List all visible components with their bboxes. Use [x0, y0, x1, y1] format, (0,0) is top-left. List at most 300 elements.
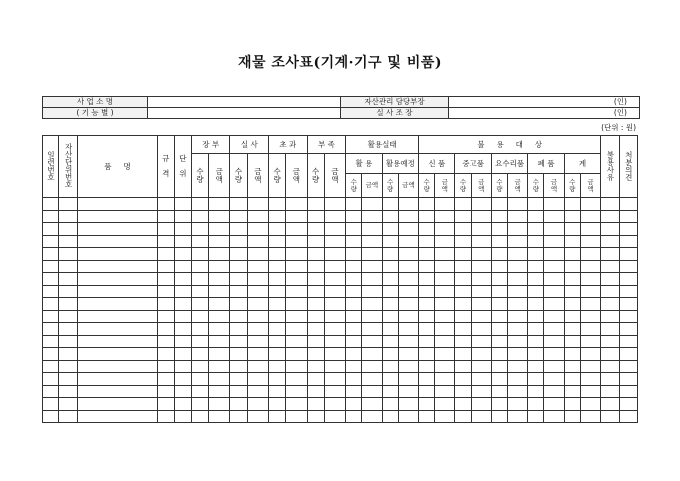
table-cell[interactable] [398, 398, 418, 411]
table-cell[interactable] [209, 223, 230, 236]
table-cell[interactable] [78, 198, 157, 211]
table-cell[interactable] [564, 235, 580, 248]
table-cell[interactable] [580, 210, 600, 223]
table-cell[interactable] [491, 410, 507, 423]
table-cell[interactable] [59, 360, 78, 373]
table-cell[interactable] [601, 285, 619, 298]
table-cell[interactable] [78, 348, 157, 361]
table-cell[interactable] [346, 210, 362, 223]
table-cell[interactable] [43, 373, 59, 386]
table-cell[interactable] [78, 360, 157, 373]
table-cell[interactable] [157, 298, 174, 311]
table-cell[interactable] [382, 348, 398, 361]
table-cell[interactable] [435, 223, 455, 236]
table-cell[interactable] [544, 273, 564, 286]
table-cell[interactable] [324, 210, 345, 223]
table-cell[interactable] [286, 360, 307, 373]
table-cell[interactable] [230, 260, 247, 273]
table-cell[interactable] [230, 335, 247, 348]
table-cell[interactable] [362, 248, 382, 261]
table-cell[interactable] [346, 235, 362, 248]
table-cell[interactable] [286, 273, 307, 286]
table-cell[interactable] [324, 248, 345, 261]
table-cell[interactable] [528, 310, 544, 323]
table-cell[interactable] [59, 323, 78, 336]
table-cell[interactable] [78, 285, 157, 298]
table-cell[interactable] [43, 360, 59, 373]
table-cell[interactable] [191, 335, 208, 348]
table-cell[interactable] [362, 235, 382, 248]
table-cell[interactable] [346, 310, 362, 323]
table-cell[interactable] [455, 323, 471, 336]
table-cell[interactable] [174, 285, 191, 298]
table-cell[interactable] [601, 273, 619, 286]
table-cell[interactable] [324, 323, 345, 336]
table-cell[interactable] [43, 335, 59, 348]
table-cell[interactable] [544, 323, 564, 336]
table-cell[interactable] [209, 348, 230, 361]
table-cell[interactable] [230, 310, 247, 323]
table-cell[interactable] [619, 210, 637, 223]
table-cell[interactable] [157, 248, 174, 261]
table-cell[interactable] [157, 348, 174, 361]
table-cell[interactable] [78, 410, 157, 423]
table-cell[interactable] [174, 273, 191, 286]
table-cell[interactable] [507, 223, 527, 236]
table-cell[interactable] [382, 248, 398, 261]
inspector-seal[interactable]: (인) [449, 108, 640, 119]
table-cell[interactable] [59, 385, 78, 398]
table-cell[interactable] [43, 285, 59, 298]
table-cell[interactable] [209, 385, 230, 398]
table-cell[interactable] [324, 398, 345, 411]
table-cell[interactable] [230, 273, 247, 286]
table-cell[interactable] [435, 210, 455, 223]
table-cell[interactable] [307, 323, 324, 336]
table-cell[interactable] [601, 410, 619, 423]
table-cell[interactable] [382, 335, 398, 348]
table-cell[interactable] [43, 198, 59, 211]
table-cell[interactable] [491, 298, 507, 311]
table-cell[interactable] [601, 248, 619, 261]
table-cell[interactable] [324, 198, 345, 211]
table-cell[interactable] [507, 373, 527, 386]
table-cell[interactable] [247, 385, 268, 398]
table-cell[interactable] [382, 210, 398, 223]
table-cell[interactable] [398, 223, 418, 236]
table-cell[interactable] [78, 373, 157, 386]
table-cell[interactable] [247, 348, 268, 361]
table-cell[interactable] [491, 348, 507, 361]
table-cell[interactable] [455, 235, 471, 248]
table-cell[interactable] [209, 210, 230, 223]
table-cell[interactable] [507, 348, 527, 361]
table-cell[interactable] [307, 260, 324, 273]
table-cell[interactable] [564, 335, 580, 348]
table-cell[interactable] [346, 298, 362, 311]
table-cell[interactable] [324, 298, 345, 311]
table-cell[interactable] [174, 260, 191, 273]
table-cell[interactable] [471, 248, 491, 261]
table-cell[interactable] [435, 385, 455, 398]
table-cell[interactable] [269, 198, 286, 211]
table-cell[interactable] [230, 360, 247, 373]
table-cell[interactable] [59, 235, 78, 248]
table-cell[interactable] [580, 360, 600, 373]
table-cell[interactable] [157, 235, 174, 248]
table-cell[interactable] [435, 198, 455, 211]
table-cell[interactable] [191, 410, 208, 423]
table-cell[interactable] [471, 323, 491, 336]
table-cell[interactable] [398, 298, 418, 311]
table-cell[interactable] [528, 360, 544, 373]
table-cell[interactable] [78, 323, 157, 336]
table-cell[interactable] [362, 285, 382, 298]
table-cell[interactable] [174, 298, 191, 311]
table-cell[interactable] [191, 373, 208, 386]
table-cell[interactable] [507, 235, 527, 248]
table-cell[interactable] [346, 248, 362, 261]
table-cell[interactable] [78, 260, 157, 273]
table-cell[interactable] [362, 310, 382, 323]
table-cell[interactable] [59, 410, 78, 423]
table-cell[interactable] [382, 260, 398, 273]
table-cell[interactable] [435, 260, 455, 273]
table-cell[interactable] [471, 273, 491, 286]
table-cell[interactable] [269, 260, 286, 273]
table-cell[interactable] [528, 410, 544, 423]
table-cell[interactable] [362, 348, 382, 361]
table-cell[interactable] [157, 323, 174, 336]
table-cell[interactable] [191, 260, 208, 273]
table-cell[interactable] [471, 360, 491, 373]
table-cell[interactable] [419, 385, 435, 398]
table-cell[interactable] [528, 198, 544, 211]
table-cell[interactable] [455, 223, 471, 236]
manager-seal[interactable]: (인) [449, 97, 640, 108]
table-cell[interactable] [174, 198, 191, 211]
table-cell[interactable] [382, 223, 398, 236]
table-cell[interactable] [419, 410, 435, 423]
table-cell[interactable] [59, 198, 78, 211]
table-cell[interactable] [78, 298, 157, 311]
table-cell[interactable] [455, 385, 471, 398]
table-cell[interactable] [247, 310, 268, 323]
table-cell[interactable] [209, 310, 230, 323]
table-cell[interactable] [286, 285, 307, 298]
table-cell[interactable] [269, 223, 286, 236]
table-cell[interactable] [491, 235, 507, 248]
table-cell[interactable] [157, 260, 174, 273]
table-cell[interactable] [528, 273, 544, 286]
table-cell[interactable] [619, 235, 637, 248]
table-cell[interactable] [619, 298, 637, 311]
table-cell[interactable] [346, 385, 362, 398]
table-cell[interactable] [528, 323, 544, 336]
table-cell[interactable] [544, 285, 564, 298]
table-cell[interactable] [382, 298, 398, 311]
table-cell[interactable] [564, 260, 580, 273]
table-cell[interactable] [507, 410, 527, 423]
table-cell[interactable] [157, 210, 174, 223]
table-cell[interactable] [43, 210, 59, 223]
table-cell[interactable] [471, 210, 491, 223]
table-cell[interactable] [59, 335, 78, 348]
table-cell[interactable] [307, 373, 324, 386]
table-cell[interactable] [528, 398, 544, 411]
table-cell[interactable] [230, 410, 247, 423]
table-cell[interactable] [307, 385, 324, 398]
table-cell[interactable] [362, 210, 382, 223]
table-cell[interactable] [157, 273, 174, 286]
table-cell[interactable] [564, 398, 580, 411]
table-cell[interactable] [419, 198, 435, 211]
table-cell[interactable] [564, 410, 580, 423]
table-cell[interactable] [507, 285, 527, 298]
table-cell[interactable] [174, 373, 191, 386]
table-cell[interactable] [564, 385, 580, 398]
table-cell[interactable] [346, 360, 362, 373]
dept-sub-field[interactable] [148, 108, 341, 119]
table-cell[interactable] [398, 235, 418, 248]
table-cell[interactable] [580, 273, 600, 286]
table-cell[interactable] [382, 310, 398, 323]
table-cell[interactable] [362, 198, 382, 211]
table-cell[interactable] [346, 348, 362, 361]
table-cell[interactable] [174, 323, 191, 336]
table-cell[interactable] [580, 385, 600, 398]
table-cell[interactable] [544, 298, 564, 311]
table-cell[interactable] [362, 398, 382, 411]
table-cell[interactable] [230, 235, 247, 248]
table-cell[interactable] [209, 198, 230, 211]
table-cell[interactable] [544, 223, 564, 236]
table-cell[interactable] [286, 198, 307, 211]
table-cell[interactable] [286, 373, 307, 386]
table-cell[interactable] [157, 198, 174, 211]
table-cell[interactable] [269, 398, 286, 411]
table-cell[interactable] [209, 335, 230, 348]
table-cell[interactable] [307, 285, 324, 298]
table-cell[interactable] [419, 310, 435, 323]
table-cell[interactable] [580, 235, 600, 248]
table-cell[interactable] [346, 198, 362, 211]
table-cell[interactable] [247, 285, 268, 298]
table-cell[interactable] [247, 210, 268, 223]
table-cell[interactable] [564, 223, 580, 236]
table-cell[interactable] [544, 398, 564, 411]
table-cell[interactable] [601, 398, 619, 411]
table-cell[interactable] [491, 285, 507, 298]
table-cell[interactable] [528, 385, 544, 398]
table-cell[interactable] [471, 260, 491, 273]
table-cell[interactable] [59, 248, 78, 261]
table-cell[interactable] [491, 385, 507, 398]
table-cell[interactable] [564, 248, 580, 261]
table-cell[interactable] [191, 273, 208, 286]
table-cell[interactable] [230, 348, 247, 361]
table-cell[interactable] [564, 198, 580, 211]
table-cell[interactable] [362, 223, 382, 236]
table-cell[interactable] [324, 335, 345, 348]
table-cell[interactable] [174, 235, 191, 248]
table-cell[interactable] [269, 373, 286, 386]
table-cell[interactable] [398, 260, 418, 273]
table-cell[interactable] [78, 248, 157, 261]
table-cell[interactable] [619, 335, 637, 348]
table-cell[interactable] [435, 323, 455, 336]
table-cell[interactable] [619, 285, 637, 298]
table-cell[interactable] [324, 360, 345, 373]
table-cell[interactable] [619, 223, 637, 236]
table-cell[interactable] [59, 348, 78, 361]
table-cell[interactable] [507, 360, 527, 373]
table-cell[interactable] [435, 235, 455, 248]
table-cell[interactable] [435, 398, 455, 411]
table-cell[interactable] [362, 273, 382, 286]
table-cell[interactable] [247, 235, 268, 248]
table-cell[interactable] [174, 410, 191, 423]
table-cell[interactable] [324, 285, 345, 298]
table-cell[interactable] [157, 410, 174, 423]
table-cell[interactable] [382, 410, 398, 423]
table-cell[interactable] [78, 223, 157, 236]
table-cell[interactable] [398, 248, 418, 261]
table-cell[interactable] [247, 335, 268, 348]
table-cell[interactable] [507, 323, 527, 336]
table-cell[interactable] [419, 373, 435, 386]
table-cell[interactable] [601, 310, 619, 323]
table-cell[interactable] [491, 210, 507, 223]
table-cell[interactable] [382, 373, 398, 386]
table-cell[interactable] [471, 398, 491, 411]
table-cell[interactable] [78, 398, 157, 411]
table-cell[interactable] [269, 335, 286, 348]
table-cell[interactable] [59, 273, 78, 286]
table-cell[interactable] [209, 323, 230, 336]
table-cell[interactable] [435, 360, 455, 373]
table-cell[interactable] [491, 248, 507, 261]
table-cell[interactable] [382, 398, 398, 411]
table-cell[interactable] [209, 360, 230, 373]
table-cell[interactable] [230, 398, 247, 411]
table-cell[interactable] [564, 273, 580, 286]
table-cell[interactable] [362, 323, 382, 336]
table-cell[interactable] [362, 360, 382, 373]
table-cell[interactable] [43, 260, 59, 273]
table-cell[interactable] [247, 273, 268, 286]
table-cell[interactable] [455, 310, 471, 323]
table-cell[interactable] [419, 398, 435, 411]
table-cell[interactable] [419, 273, 435, 286]
table-cell[interactable] [286, 223, 307, 236]
table-cell[interactable] [174, 310, 191, 323]
table-cell[interactable] [419, 248, 435, 261]
table-cell[interactable] [209, 410, 230, 423]
table-cell[interactable] [398, 360, 418, 373]
table-cell[interactable] [435, 273, 455, 286]
table-cell[interactable] [59, 373, 78, 386]
table-cell[interactable] [601, 223, 619, 236]
table-cell[interactable] [580, 398, 600, 411]
table-cell[interactable] [286, 248, 307, 261]
table-cell[interactable] [269, 385, 286, 398]
table-cell[interactable] [43, 248, 59, 261]
table-cell[interactable] [59, 210, 78, 223]
table-cell[interactable] [580, 410, 600, 423]
table-cell[interactable] [491, 335, 507, 348]
table-cell[interactable] [564, 323, 580, 336]
table-cell[interactable] [528, 298, 544, 311]
table-cell[interactable] [455, 373, 471, 386]
table-cell[interactable] [580, 323, 600, 336]
table-cell[interactable] [307, 310, 324, 323]
table-cell[interactable] [174, 223, 191, 236]
table-cell[interactable] [564, 210, 580, 223]
table-cell[interactable] [435, 298, 455, 311]
table-cell[interactable] [419, 348, 435, 361]
table-cell[interactable] [601, 210, 619, 223]
table-cell[interactable] [209, 260, 230, 273]
table-cell[interactable] [580, 260, 600, 273]
table-cell[interactable] [346, 398, 362, 411]
table-cell[interactable] [601, 385, 619, 398]
table-cell[interactable] [580, 310, 600, 323]
table-cell[interactable] [528, 248, 544, 261]
table-cell[interactable] [247, 223, 268, 236]
table-cell[interactable] [157, 373, 174, 386]
table-cell[interactable] [491, 398, 507, 411]
table-cell[interactable] [382, 360, 398, 373]
table-cell[interactable] [544, 335, 564, 348]
table-cell[interactable] [59, 260, 78, 273]
table-cell[interactable] [157, 398, 174, 411]
table-cell[interactable] [435, 285, 455, 298]
table-cell[interactable] [43, 410, 59, 423]
table-cell[interactable] [398, 335, 418, 348]
table-cell[interactable] [580, 198, 600, 211]
table-cell[interactable] [491, 373, 507, 386]
table-cell[interactable] [43, 298, 59, 311]
table-cell[interactable] [580, 373, 600, 386]
table-cell[interactable] [491, 310, 507, 323]
table-cell[interactable] [157, 310, 174, 323]
table-cell[interactable] [564, 373, 580, 386]
table-cell[interactable] [43, 385, 59, 398]
table-cell[interactable] [601, 323, 619, 336]
table-cell[interactable] [191, 398, 208, 411]
table-cell[interactable] [362, 335, 382, 348]
table-cell[interactable] [209, 248, 230, 261]
table-cell[interactable] [307, 210, 324, 223]
table-cell[interactable] [601, 348, 619, 361]
table-cell[interactable] [419, 335, 435, 348]
table-cell[interactable] [619, 260, 637, 273]
table-cell[interactable] [174, 398, 191, 411]
table-cell[interactable] [269, 323, 286, 336]
table-cell[interactable] [471, 310, 491, 323]
table-cell[interactable] [544, 210, 564, 223]
table-cell[interactable] [307, 360, 324, 373]
table-cell[interactable] [419, 210, 435, 223]
table-cell[interactable] [455, 360, 471, 373]
table-cell[interactable] [491, 360, 507, 373]
table-cell[interactable] [471, 373, 491, 386]
table-cell[interactable] [471, 223, 491, 236]
table-cell[interactable] [507, 248, 527, 261]
table-cell[interactable] [247, 323, 268, 336]
table-cell[interactable] [346, 335, 362, 348]
